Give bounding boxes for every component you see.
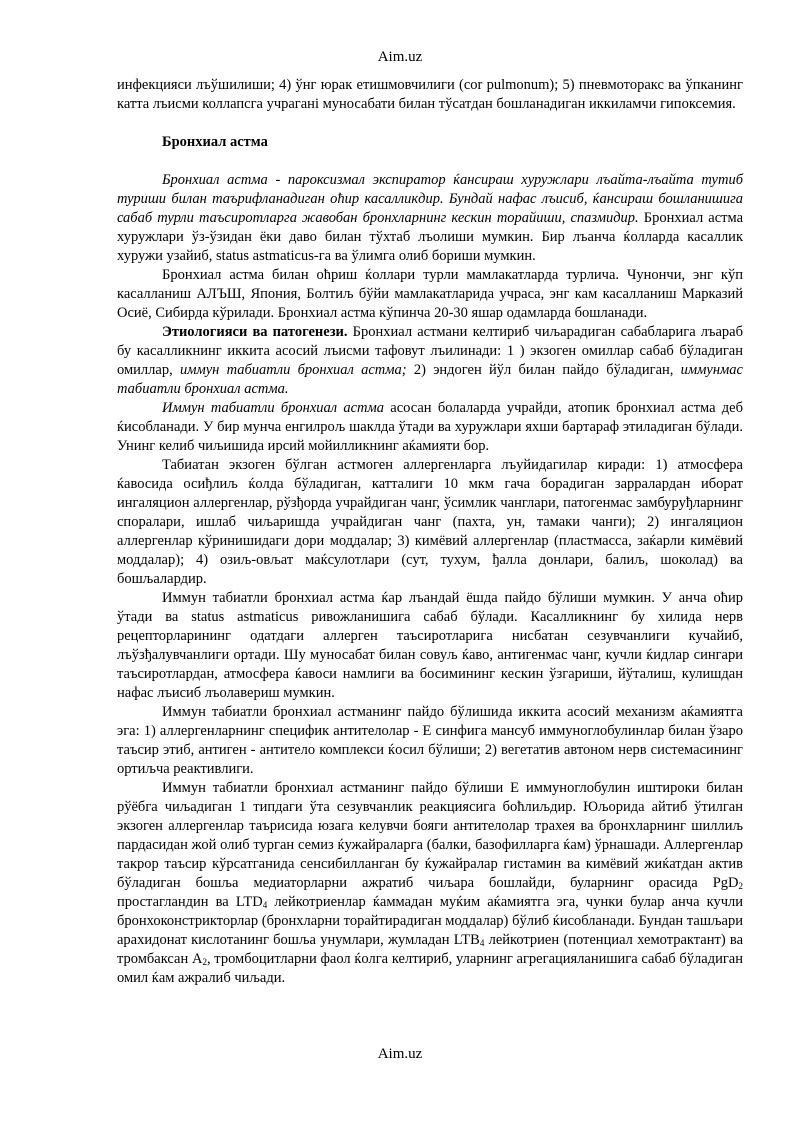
mechanisms-paragraph: Иммун табиатли бронхиал астманинг пайдо бўлишида иккита асосий механизм аќамиятга эга: 1) аллергенларнинг специфик антителолар - Е синфига мансуб иммуноглобулинлар билан ўзаро таъсир этиб, антиген - антитело комплекси ќосил бўлиши; 2) вегетатив автоном нерв системасининг ортиљча реактивлиги. (117, 704, 743, 777)
intro-paragraph: инфекцияси лъўшилиши; 4) ўнг юрак етишмовчилиги (cor pulmonum); 5) пневмоторакс ва ўпканинг катта лъисми коллапсга учраганi муносабати билан тўсатдан бошланадиган иккиламчи гипоксемия. (117, 77, 743, 112)
etiology-paragraph (117, 323, 743, 399)
immune-asthma-paragraph (117, 399, 743, 456)
ige-text-a: Иммун табиатли бронхиал астманинг пайдо бўлиши Е иммуноглобулин иштироки билан рўёбга чиљадиган 1 типдаги ўта сезувчанлик реакциясига боћлиљдир. Юљорида айтиб ўтилган экзоген аллергенлар таърисида юзага келувчи бояги антителолар трахея ва бронхларнинг шиллиљ пардасидан жой олиб турган семиз ќужайраларга (балки, базофилларга ќам) ўрнашади. Аллергенлар такрор таъсир кўрсатганида сенсибилланган бу ќужайралар гистамин ва кимёвий жиќатдан актив бўладиган бошљa медиаторларни ажратиб чиљара бошлайди, буларнинг орасида PgD (117, 780, 743, 891)
ige-text-c: лейкотриенлар ќаммадан муќим аќамиятга эга, чунки булар анча кучли бронхоконстрикторлар (бронхларни торайтирадиган моддалар) бўлиб ќисобланади. Бундан ташљари арахидонат кислотанинг бошљa унумлари, жумладан LTB (117, 894, 744, 948)
status-asthmaticus-paragraph: Иммун табиатли бронхиал астма ќар лъандай ёшда пайдо бўлиши мумкин. У анча оћир ўтади ва status astmaticus ривожланишига сабаб бўлади. Касалликнинг бу хилида нерв рецепторларининг одатдаги аллерген таъсиротларига нисбатан сезувчанлиги кучайиб, лъўзђалувчанлиги ортади. Шу муносабат билан совуљ ќаво, антигенмас чанг, кучли ќидлар сингари таъсиротлардан, атмосфера ќавоси намлиги ва босимининг кескин ўзгариши, йўталиш, кулишдан нафас лъисиб лъолавериш мумкин. (117, 590, 743, 701)
section-heading: Бронхиал астма (162, 134, 268, 150)
allergens-paragraph: Табиатан экзоген бўлган астмоген аллергенларга лъуйидагилар киради: 1) атмосфера ќавосида осиђлиљ ќолда бўладиган, катталиги 10 мкм гача борадиган зарралардан иборат ингаляцион аллергенлар, рўзђорда учрайдиган чанг, ўсимлик чанглари, патогенмас замбуруђларнинг споралари, ишлаб чиљаришда учрайдиган чанг (пахта, ун, тамаки чанги); 2) ингаляцион аллергенлар кўринишидаги дори моддалар; 3) кимёвий аллергенлар (пластмасса, заќарли кимёвий моддалар); 4) озиљ-овљат маќсулотлари (сут, тухум, ђалла донлари, балиљ, шоколад) ва бошљалардир. (117, 457, 743, 587)
etiology-italic-1: иммун табиатли бронхиал астма; (179, 362, 407, 378)
ige-sub-1: 2 (738, 881, 743, 891)
etiology-text-b: 2) эндоген йўл билан пайдо бўладиган, (406, 362, 681, 378)
etiology-italic-2: иммунмас табиатли бронхиал астма. (117, 362, 743, 397)
page-header: Aim.uz (377, 49, 423, 65)
etiology-text-a: Бронхиал астмани келтириб чиљарадиган сабабларига лъараб бу касалликнинг иккита асосий лъисми тафовут лъилинади: 1 ) экзоген омиллар сабаб бўладиган омиллар, (117, 324, 743, 378)
definition-rest: Бронхиал астма хуружлари ўз-ўзидан ёки даво билан тўхтаб лъолиши мумкин. Бир лъанча ќолларда касаллик хуружи узайиб, status astmaticus-га ва ўлимга олиб бориши мумкин. (117, 210, 744, 264)
etiology-title: Этиологияси ва патогенези. (162, 324, 348, 340)
ige-text-e: , тромбоцитларни фаол ќолга келтириб, уларнинг агрегацияланишига сабаб бўладиган омил ќам ажралиб чиљади. (117, 951, 743, 986)
ige-sub-3: 4 (479, 938, 485, 948)
immune-asthma-rest: асосан болаларда учрайди, атопик бронхиал астма деб ќисобланади. У бир мунча енгилрољ шаклда ўтади ва хуружлари яхши бартараф этиладиган бўлади. Унинг келиб чиљишида ирсий мойилликнинг аќамияти бор. (117, 400, 743, 454)
prevalence-paragraph: Бронхиал астма билан оћриш ќоллари турли мамлакатларда турлича. Чунончи, энг кўп касалланиш АЛЪШ, Япония, Болтиљ бўйи мамлакатларида учраса, энг кам касалланиш Марказий Осиё, Сибирда кўрилади. Бронхиал астма кўпинча 20-30 яшар одамларда бошланади. (117, 267, 743, 321)
ige-text-b: простагландин ва LTD (117, 894, 263, 910)
ige-sub-2: 4 (262, 900, 268, 910)
definition-italic: Бронхиал астма - пароксизмал экспиратор ќансираш хуружлари лъайта-лъайта тутиб туриши билан таърифланадиган оћир касалликдир. Бундай нафас лъисиб, ќансираш бошланишига сабаб турли таъсиротларга жавобан бронхларнинг кескин торайиши, спазмидир. (117, 172, 743, 226)
page-footer: Aim.uz (377, 1046, 423, 1062)
definition-paragraph (117, 171, 743, 266)
document-body (117, 76, 743, 988)
ige-text-d: лейкотриен (потенциал хемотрактант) ва тромбаксан А (117, 932, 743, 967)
ige-paragraph (117, 779, 743, 988)
immune-asthma-italic: Иммун табиатли бронхиал астма (162, 400, 385, 416)
ige-sub-4: 2 (202, 957, 207, 967)
